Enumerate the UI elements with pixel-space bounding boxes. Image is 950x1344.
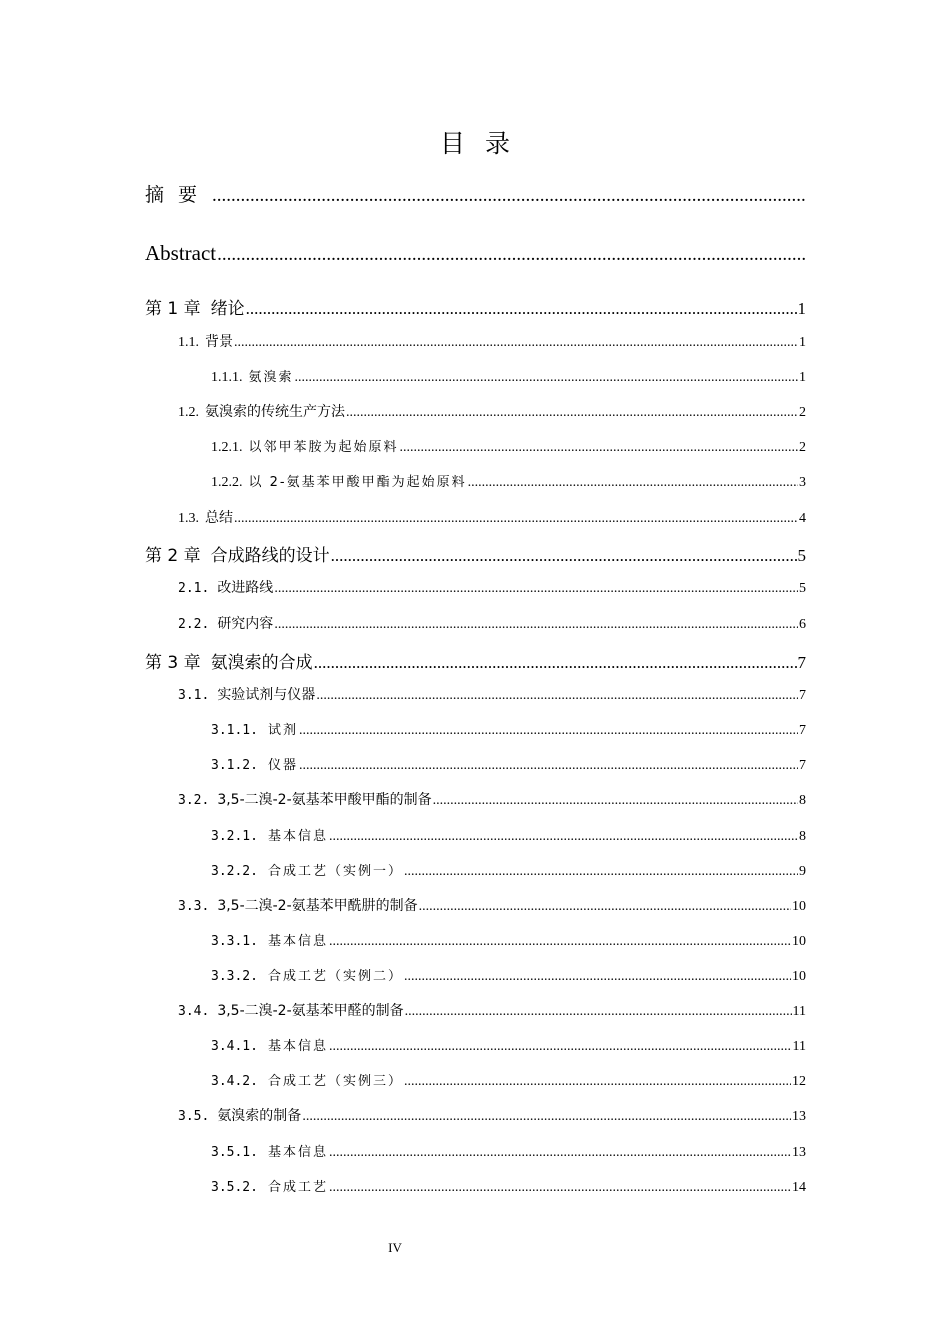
toc-entry-page: 11 bbox=[792, 1039, 806, 1054]
toc-entry-label: 合成工艺 bbox=[267, 1180, 328, 1195]
toc-entry-page: 8 bbox=[799, 829, 806, 844]
toc-entry-number: 2.2. bbox=[178, 617, 210, 632]
dot-leader bbox=[234, 335, 798, 351]
toc-entry-subsection[interactable] bbox=[211, 754, 806, 774]
toc-entry-page: 1 bbox=[799, 335, 806, 350]
toc-entry-page: 7 bbox=[799, 688, 806, 703]
toc-entry-number: 1.1. bbox=[178, 335, 199, 350]
toc-entry-label: 以 2-氨基苯甲酸甲酯为起始原料 bbox=[248, 475, 467, 490]
toc-entry-page: 1 bbox=[799, 370, 806, 385]
toc-entry-page: 12 bbox=[792, 1074, 806, 1089]
dot-leader bbox=[433, 793, 798, 809]
toc-entry-subsection[interactable] bbox=[211, 1070, 806, 1090]
dot-leader bbox=[246, 299, 797, 319]
toc-entry-page: 1 bbox=[797, 299, 806, 318]
toc-entry-page: 13 bbox=[792, 1145, 806, 1160]
toc-entry-section[interactable] bbox=[178, 1105, 806, 1125]
toc-entry-page: 7 bbox=[799, 723, 806, 738]
toc-entry-section[interactable] bbox=[178, 577, 806, 597]
toc-entry-number: 1.1.1. bbox=[211, 370, 243, 385]
toc-entry-label: 氨溴索 bbox=[248, 370, 294, 385]
toc-entry-page: 10 bbox=[792, 934, 806, 949]
toc-entry-label: Abstract bbox=[145, 241, 217, 265]
toc-entry-section[interactable] bbox=[178, 1000, 806, 1020]
dot-leader bbox=[419, 899, 791, 915]
page-title: 目录 bbox=[439, 129, 530, 158]
toc-entry-label: 3,5-二溴-2-氨基苯甲酰肼的制备 bbox=[217, 898, 418, 914]
toc-entry-number: 2.1. bbox=[178, 581, 210, 596]
toc-entry-number: 3.1. bbox=[178, 688, 210, 703]
dot-leader bbox=[346, 405, 798, 421]
toc-entry-label: 氨溴索的传统生产方法 bbox=[205, 404, 345, 420]
toc-entry-label: 研究内容 bbox=[217, 616, 274, 632]
toc-entry-page: 14 bbox=[792, 1180, 806, 1195]
page-number: IV bbox=[388, 1240, 402, 1255]
toc-entry-label: 合成工艺（实例一） bbox=[267, 864, 403, 879]
toc-entry-label: 基本信息 bbox=[267, 829, 328, 844]
toc-entry-section[interactable] bbox=[178, 401, 806, 421]
toc-entry-number: 3.1.1. bbox=[211, 723, 258, 738]
toc-entry-page: 13 bbox=[792, 1109, 806, 1124]
dot-leader bbox=[299, 723, 798, 739]
toc-entry-abstract-en[interactable] bbox=[145, 241, 806, 266]
dot-leader bbox=[329, 1180, 791, 1196]
toc-entry-subsection[interactable] bbox=[211, 825, 806, 845]
toc-entry-number: 3.4.1. bbox=[211, 1039, 258, 1054]
toc-entry-label: 总结 bbox=[205, 510, 233, 526]
toc-entry-subsection[interactable] bbox=[211, 1141, 806, 1161]
dot-leader bbox=[404, 1074, 791, 1090]
toc-entry-label: 3,5-二溴-2-氨基苯甲酸甲酯的制备 bbox=[217, 792, 432, 808]
toc-entry-page: 3 bbox=[799, 475, 806, 490]
toc-entry-number: 3.5.2. bbox=[211, 1180, 258, 1195]
toc-entry-label: 摘要 bbox=[145, 184, 212, 206]
toc-entry-label: 合成工艺（实例三） bbox=[267, 1074, 403, 1089]
dot-leader bbox=[316, 688, 798, 704]
toc-entry-subsection[interactable] bbox=[211, 965, 806, 985]
toc-entry-section[interactable] bbox=[178, 507, 806, 527]
toc-entry-page: 9 bbox=[799, 864, 806, 879]
toc-entry-page: 10 bbox=[792, 899, 806, 914]
toc-entry-chapter-2[interactable] bbox=[145, 541, 806, 566]
toc-entry-label: 实验试剂与仪器 bbox=[217, 687, 316, 703]
toc-entry-page: 11 bbox=[792, 1004, 806, 1019]
toc-entry-subsection[interactable] bbox=[211, 930, 806, 950]
toc-entry-subsection[interactable] bbox=[211, 719, 806, 739]
toc-entry-number: 第 2 章 bbox=[145, 546, 201, 566]
toc-entry-subsection[interactable] bbox=[211, 1035, 806, 1055]
toc-entry-subsection[interactable] bbox=[211, 860, 806, 880]
toc-entry-chapter-1[interactable] bbox=[145, 294, 806, 319]
toc-entry-label: 背景 bbox=[205, 334, 233, 350]
dot-leader bbox=[329, 1039, 792, 1055]
toc-entry-page: 8 bbox=[799, 793, 806, 808]
toc-entry-subsection[interactable] bbox=[211, 1176, 806, 1196]
toc-entry-page: 5 bbox=[797, 546, 806, 565]
toc-entry-section[interactable] bbox=[178, 331, 806, 351]
toc-entry-section[interactable] bbox=[178, 613, 806, 633]
toc-entry-number: 3.3.2. bbox=[211, 969, 258, 984]
toc-entry-number: 1.2.2. bbox=[211, 475, 243, 490]
toc-entry-number: 3.2. bbox=[178, 793, 210, 808]
toc-entry-section[interactable] bbox=[178, 684, 806, 704]
dot-leader bbox=[212, 185, 805, 207]
toc-entry-number: 3.3.1. bbox=[211, 934, 258, 949]
dot-leader bbox=[299, 758, 798, 774]
toc-entry-number: 第 1 章 bbox=[145, 299, 201, 319]
toc-entry-number: 3.5.1. bbox=[211, 1145, 258, 1160]
toc-entry-number: 3.2.2. bbox=[211, 864, 258, 879]
toc-entry-chapter-3[interactable] bbox=[145, 648, 806, 673]
toc-entry-label: 改进路线 bbox=[217, 580, 274, 596]
toc-entry-number: 3.4. bbox=[178, 1004, 210, 1019]
dot-leader bbox=[295, 370, 798, 386]
toc-entry-page: 2 bbox=[799, 405, 806, 420]
toc-entry-page: 7 bbox=[797, 653, 806, 672]
toc-entry-label: 基本信息 bbox=[267, 1145, 328, 1160]
toc-entry-number: 1.3. bbox=[178, 511, 199, 526]
toc-entry-section[interactable] bbox=[178, 789, 806, 809]
toc-entry-label: 氨溴索的合成 bbox=[210, 653, 313, 673]
toc-entry-number: 3.3. bbox=[178, 899, 210, 914]
toc-entry-number: 3.1.2. bbox=[211, 758, 258, 773]
toc-entry-page: 5 bbox=[799, 581, 806, 596]
dot-leader bbox=[329, 934, 791, 950]
dot-leader bbox=[329, 829, 798, 845]
dot-leader bbox=[274, 617, 798, 633]
toc-entry-subsection[interactable] bbox=[211, 471, 806, 491]
toc-entry-number: 第 3 章 bbox=[145, 653, 201, 673]
toc-entry-number: 1.2. bbox=[178, 405, 199, 420]
dot-leader bbox=[314, 653, 797, 673]
toc-entry-label: 以邻甲苯胺为起始原料 bbox=[248, 440, 399, 455]
toc-entry-label: 合成路线的设计 bbox=[210, 546, 330, 566]
toc-entry-label: 基本信息 bbox=[267, 934, 328, 949]
toc-entry-number: 1.2.1. bbox=[211, 440, 243, 455]
dot-leader bbox=[404, 864, 798, 880]
toc-entry-number: 3.5. bbox=[178, 1109, 210, 1124]
dot-leader bbox=[329, 1145, 791, 1161]
toc-entry-page: 10 bbox=[792, 969, 806, 984]
toc-entry-page: 6 bbox=[799, 617, 806, 632]
dot-leader bbox=[302, 1109, 791, 1125]
dot-leader bbox=[404, 969, 791, 985]
dot-leader bbox=[217, 244, 805, 266]
toc-entry-page: 7 bbox=[799, 758, 806, 773]
toc-entry-label: 仪器 bbox=[267, 758, 298, 773]
dot-leader bbox=[468, 475, 798, 491]
toc-entry-number: 3.2.1. bbox=[211, 829, 258, 844]
toc-entry-subsection[interactable] bbox=[211, 366, 806, 386]
toc-entry-page: 2 bbox=[799, 440, 806, 455]
toc-entry-page: 4 bbox=[799, 511, 806, 526]
toc-entry-label: 绪论 bbox=[210, 299, 245, 319]
toc-entry-subsection[interactable] bbox=[211, 436, 806, 456]
toc-entry-label: 合成工艺（实例二） bbox=[267, 969, 403, 984]
toc-entry-number: 3.4.2. bbox=[211, 1074, 258, 1089]
toc-entry-section[interactable] bbox=[178, 895, 806, 915]
toc-entry-label: 氨溴索的制备 bbox=[217, 1108, 302, 1124]
toc-entry-label: 3,5-二溴-2-氨基苯甲醛的制备 bbox=[217, 1003, 404, 1019]
dot-leader bbox=[400, 440, 798, 456]
dot-leader bbox=[274, 581, 798, 597]
toc-entry-label: 基本信息 bbox=[267, 1039, 328, 1054]
dot-leader bbox=[234, 511, 798, 527]
toc-entry-label: 试剂 bbox=[267, 723, 298, 738]
dot-leader bbox=[405, 1004, 792, 1020]
toc-entry-abstract-cn[interactable] bbox=[145, 180, 806, 207]
dot-leader bbox=[331, 546, 797, 566]
